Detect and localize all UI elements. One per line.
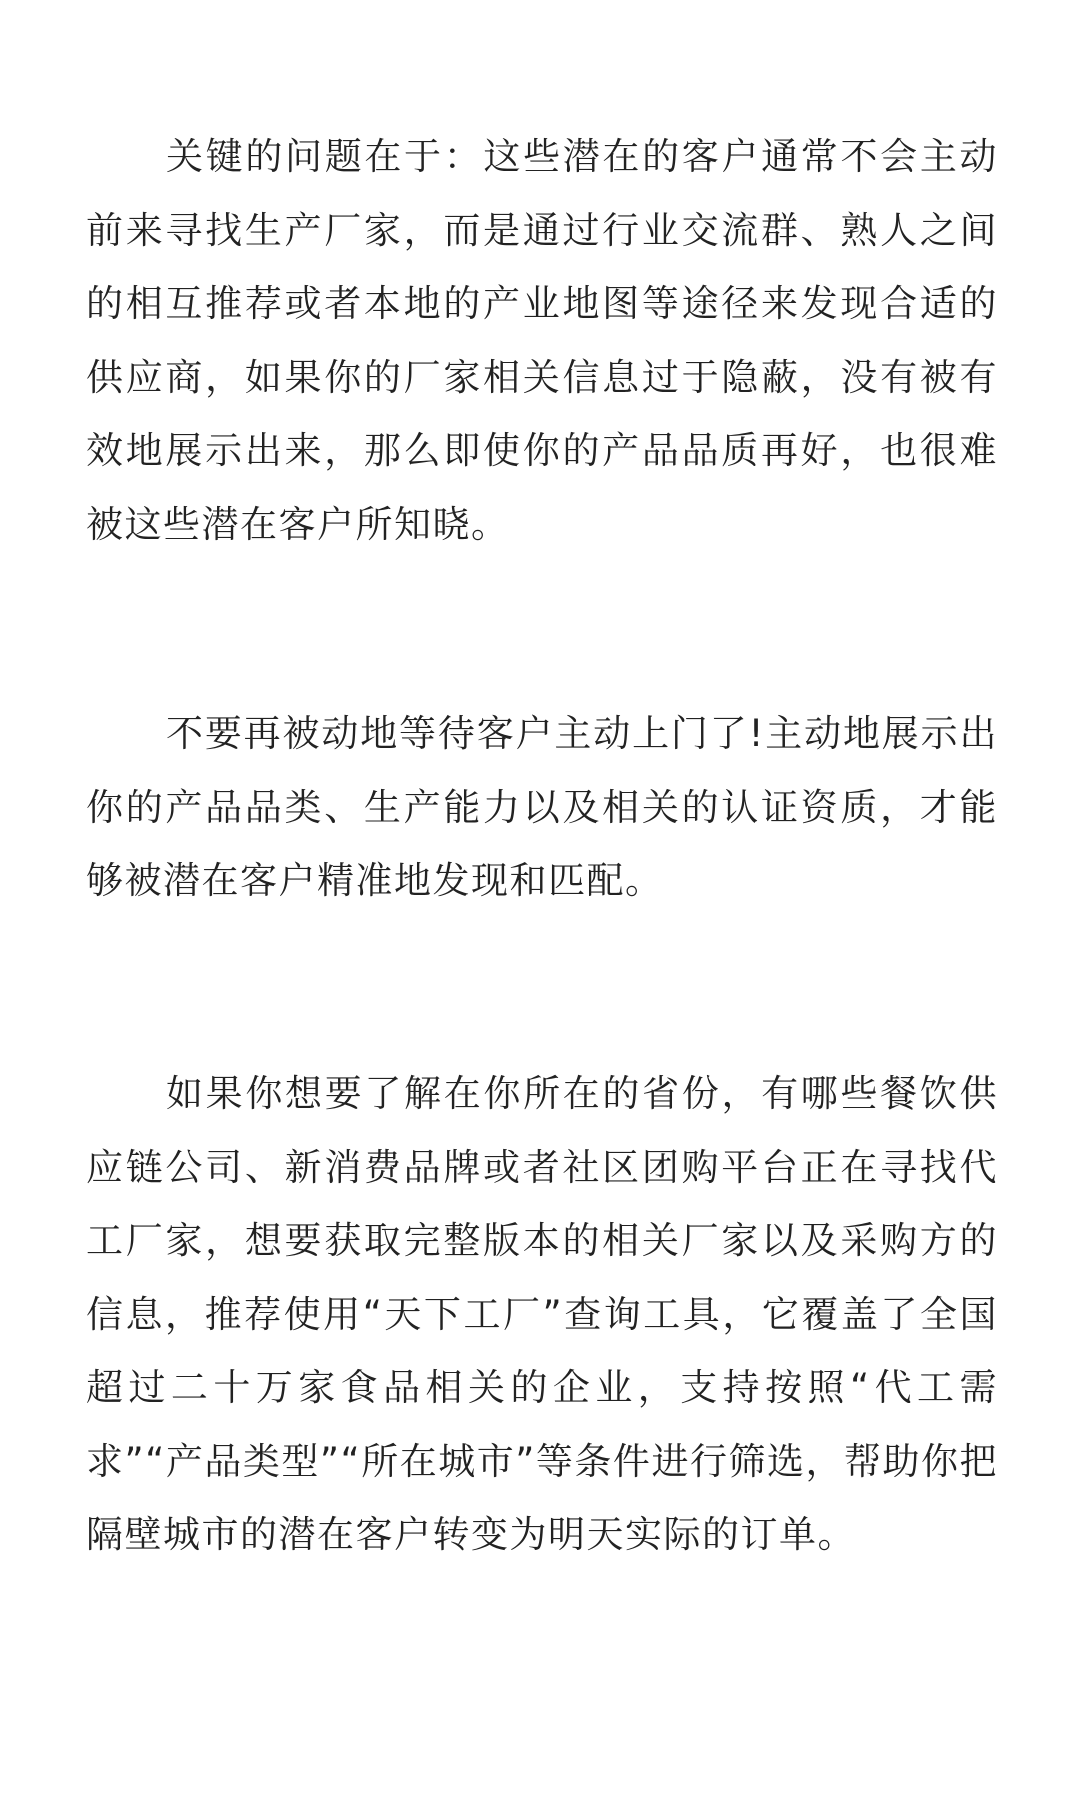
paragraph-key-problem: 关键的问题在于：这些潜在的客户通常不会主动前来寻找生产厂家，而是通过行业交流群、熟人之间的相互推荐或者本地的产业地图等途径来发现合适的供应商，如果你的厂家相关信息过于隐蔽，没有被有效地展示出来，那么即使你的产品品质再好，也很难被这些潜在客户所知晓。	[86, 135, 998, 546]
paragraph-call-to-action: 不要再被动地等待客户主动上门了!主动地展示出你的产品品类、生产能力以及相关的认证资质，才能够被潜在客户精准地发现和匹配。	[86, 712, 998, 902]
paragraph-tool-recommendation: 如果你想要了解在你所在的省份，有哪些餐饮供应链公司、新消费品牌或者社区团购平台正在寻找代工厂家，想要获取完整版本的相关厂家以及采购方的信息，推荐使用“天下工厂”查询工具，它覆盖了全国超过二十万家食品相关的企业，支持按照“代工需求”“产品类型”“所在城市”等条件进行筛选，帮助你把隔壁城市的潜在客户转变为明天实际的订单。	[86, 1072, 998, 1556]
